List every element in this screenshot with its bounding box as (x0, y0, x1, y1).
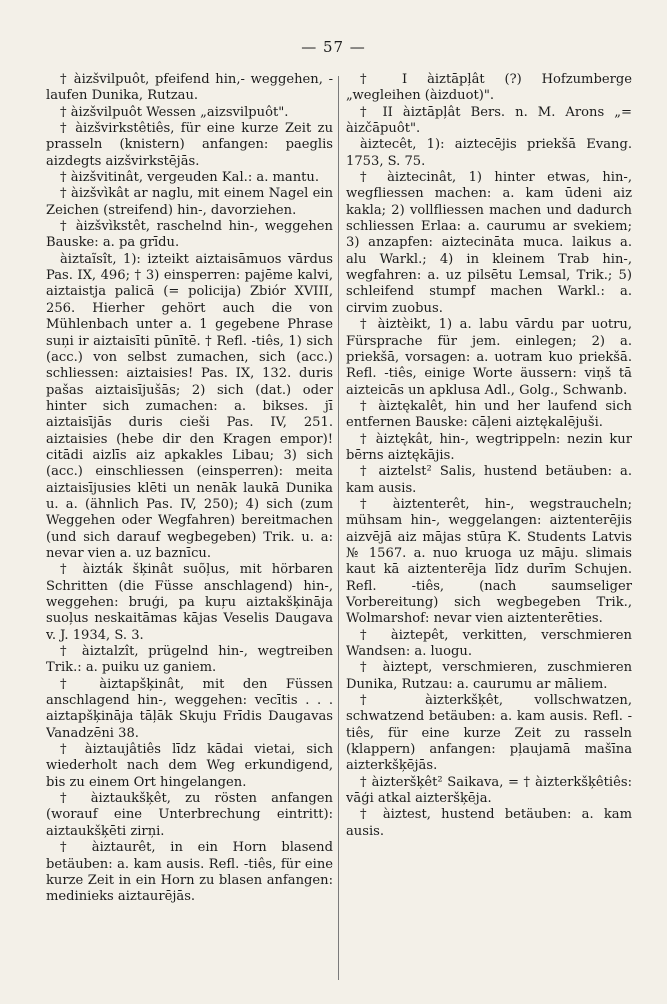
right-column (346, 72, 632, 984)
dictionary-entry: † II àiztāpļât Bers. n. M. Arons „= àizčāpuôt". (346, 104, 632, 137)
dictionary-entry: † àiztękalêt, hin und her laufend sich entfernen Bauske: cāļeni aiztękalējuši. (346, 398, 632, 431)
dictionary-entry: † àiztaurêt, in ein Horn blasend betäuben: a. kam ausis. Refl. -tiês, für eine kurze Zeit in ein Horn zu blasen anfangen: medinieks aiztaurējās. (46, 840, 333, 905)
page-number: — 57 — (301, 38, 366, 56)
dictionary-entry: † àizšvìkât ar naglu, mit einem Nagel ein Zeichen (streifend) hin-, davorziehen. (46, 186, 333, 218)
dictionary-entry: † àizšvilpuôt, pfeifend hin,- weggehen, -laufen Dunika, Rutzau. (46, 72, 333, 104)
dictionary-entry: † àiztaukšķêt, zu rösten anfangen (worauf eine Unterbrechung eintritt): aiztaukšķēti zirņi. (46, 791, 333, 839)
dictionary-entry: † àiztepêt, verkitten, verschmieren Wandsen: a. luogu. (346, 627, 632, 660)
dictionary-entry: † àiztenterêt, hin-, wegstraucheln; mühsam hin-, weggelangen: aiztenterējis aizvējā aiz mājas stūŗa K. Students Latvis № 1567. a. nuo kruoga uz māju. slimais kaut kā aiztenterēja līdz durīm Schujen. Refl. -tiês, (nach saumseliger Vorbereitung) sich wegbegeben Trik., Wolmarshof: nevar vien aiztenterēties. (346, 496, 632, 627)
dictionary-entry: † àiztalzît, prügelnd hin-, wegtreiben Trik.: a. puiku uz ganiem. (46, 644, 333, 676)
dictionary-entry: † àiztecinât, 1) hinter etwas, hin-, wegfliessen machen: a. kam ūdeni aiz kakla; 2) vollfliessen machen und dadurch schliessen Erlaa: a. caurumu ar svekiem; 3) anzapfen: aiztecināta muca. laikus a. alu Warkl.; 4) in kleinem Trab hin-, wegfahren: a. uz pilsētu Lemsal, Trik.; 5) schleifend stumpf machen Warkl.: a. cirvim zuobus. (346, 170, 632, 316)
column-divider (338, 76, 339, 980)
dictionary-entry: † àizšvilpuôt Wessen „aizsvilpuôt". (60, 104, 289, 120)
dictionary-entry: † àizteršķêt² Saikava, = † àizterkšķêtiês: vāģi atkal aizteršķēja. (346, 774, 632, 807)
dictionary-entry: † àizták šķinât suõļus, mit hörbaren Schritten (die Füsse anschlagend) hin-, weggehen: bruģi, pa kuŗu aiztakšķināja suoļus neskaitāmas kājas Veselis Daugava v. J. 1934, S. 3. (46, 562, 333, 643)
left-column (46, 72, 333, 984)
dictionary-entry: † I àiztāpļât (?) Hofzumberge „wegleihen (àizduot)". (346, 72, 632, 104)
dictionary-entry: † àiztapšķinât, mit den Füssen anschlagend hin-, weggehen: vecītis . . . aiztapšķināja tāļāk Skuju Frīdis Daugavas Vanadzēni 38. (46, 676, 333, 741)
dictionary-entry: † àiztękât, hin-, wegtrippeln: nezin kur bērns aiztękājis. (346, 431, 632, 463)
dictionary-entry: † àiztest, hustend betäuben: a. kam ausis. (346, 807, 632, 839)
dictionary-entry: àiztecêt, 1): aiztecējis priekšā Evang. 1753, S. 75. (346, 137, 632, 169)
dictionary-entry: † àiztaujâtiês līdz kādai vietai, sich wiederholt nach dem Weg erkundigend, bis zu einem Ort hingelangen. (46, 742, 333, 790)
dictionary-entry: † àizterkšķêt, vollschwatzen, schwatzend betäuben: a. kam ausis. Refl. -tiês, für eine kurze Zeit zu rasseln (klappern) anfangen: pļaujamā mašīna aizterkšķējās. (346, 693, 632, 774)
dictionary-entry: † àiztept, verschmieren, zuschmieren Dunika, Rutzau: a. caurumu ar māliem. (346, 660, 632, 692)
dictionary-entry: † àizšvirkstêtiês, für eine kurze Zeit zu prasseln (knistern) anfangen: paeglis aizdegts aizšvirkstējās. (46, 121, 333, 169)
dictionary-entry: † àiztèikt, 1) a. labu vārdu par uotru, Fürsprache für jem. einlegen; 2) a. priekšā, vorsagen: a. uotram kuo priekšā. Refl. -tiês, einige Worte äussern: viņš tā aizteicās un apklusa Adl., Golg., Schwanb. (346, 317, 632, 398)
dictionary-entry: àiztaĩsît, 1): izteikt aiztaisāmuos vārdus Pas. IX, 496; † 3) einsperren: pajēme kalvi, aiztaistja palicā (= policija) Zbiór XVIII, 256. Hierher gehört auch die von Mühlenbach unter a. 1 gegebene Phrase suņi ir aiztaisīti pūnītē. † Refl. -tiês, 1) sich (acc.) von selbst zumachen, sich (acc.) schliessen: aiztaisies! Pas. IX, 132. duris pašas aiztaisījušās; 2) sich (dat.) oder hinter sich zumachen: a. bikses. jī aiztaisījās duris cieši Pas. IV, 251. aiztaisies (hebe dir den Kragen empor)! citādi aizlīs aiz apkakles Libau; 3) sich (acc.) einschliessen (einsperren): meita aiztaisījusies klēti un nenāk laukā Dunika u. a. (ähnlich Pas. IV, 250); 4) sich (zum Weggehen oder Wegfahren) bereitmachen (und sich darauf wegbegeben) Trik. u. a: nevar vien a. uz baznīcu. (46, 251, 333, 561)
dictionary-entry: † aiztelst² Salis, hustend betäuben: a. kam ausis. (346, 464, 632, 496)
dictionary-entry: † àizšvitinât, vergeuden Kal.: a. mantu. (60, 170, 320, 186)
dictionary-entry: † àizšvìkstêt, raschelnd hin-, weggehen Bauske: a. pa grīdu. (46, 219, 333, 251)
